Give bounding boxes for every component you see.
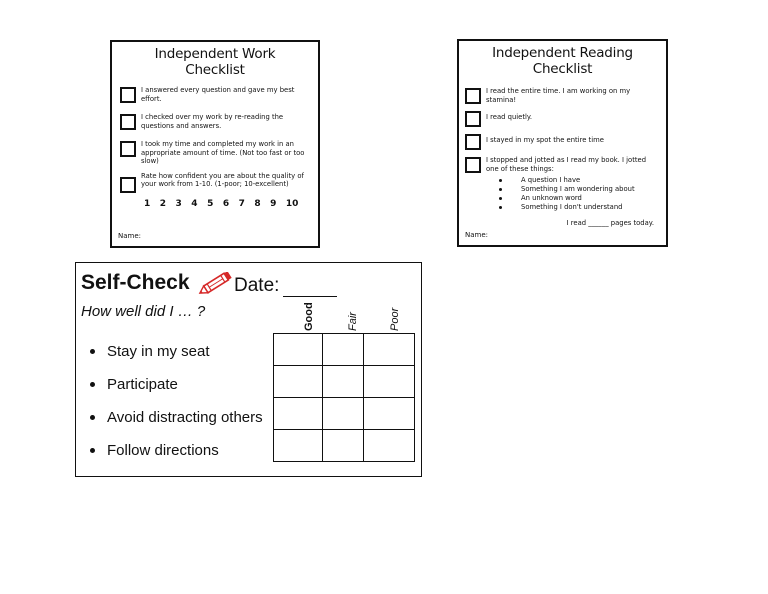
reading-checkbox-2[interactable]	[465, 111, 481, 127]
reading-item-text: I read quietly.	[486, 113, 533, 121]
rating-grid	[273, 333, 415, 462]
reading-card-title	[465, 45, 660, 77]
date-blank[interactable]	[283, 278, 337, 297]
table-row	[274, 334, 415, 366]
rating-cell-poor[interactable]	[364, 430, 415, 462]
rating-cell-good[interactable]	[274, 334, 323, 366]
reading-item	[465, 110, 660, 127]
rating-cell-fair[interactable]	[323, 398, 364, 430]
work-item-text: I took my time and completed my work in an appropriate amount of time. (Not too fast or too slow)	[141, 140, 305, 165]
work-checkbox-4[interactable]	[120, 177, 136, 193]
date-field	[234, 275, 337, 297]
list-item: A question I have	[499, 176, 660, 185]
work-checkbox-1[interactable]	[120, 87, 136, 103]
work-item	[120, 113, 310, 130]
list-item: An unknown word	[499, 194, 660, 203]
reading-checklist-items	[465, 87, 660, 227]
rating-cell-fair[interactable]	[323, 366, 364, 398]
reading-title-line2: Checklist	[532, 61, 593, 77]
reading-bullet-list	[499, 176, 660, 212]
table-row	[274, 366, 415, 398]
behavior-list	[90, 335, 263, 467]
column-label: Good	[303, 302, 315, 331]
behavior-item: Avoid distracting others	[90, 401, 263, 434]
table-row	[274, 430, 415, 462]
reading-item-text: I read the entire time. I am working on my stamina!	[486, 87, 631, 104]
reading-checkbox-1[interactable]	[465, 88, 481, 104]
reading-name-label: Name:	[465, 231, 489, 239]
reading-item	[465, 133, 660, 150]
work-title-line2: Checklist	[185, 62, 245, 78]
pages-read-line: I read ______ pages today.	[566, 219, 654, 227]
reading-item-text: I stayed in my spot the entire time	[486, 136, 604, 144]
column-label: Poor	[389, 307, 401, 331]
scale-option[interactable]: 4	[191, 198, 198, 209]
work-item-text: Rate how confident you are about the quality of your work from 1-10. (1-poor; 10-excellent)	[141, 171, 304, 188]
reading-item	[465, 87, 660, 104]
scale-option[interactable]: 6	[222, 198, 230, 209]
rating-cell-fair[interactable]	[323, 334, 364, 366]
self-check-header	[81, 271, 236, 295]
table-row	[274, 398, 415, 430]
behavior-item: Participate	[90, 368, 263, 401]
behavior-item: Follow directions	[90, 434, 263, 467]
scale-option[interactable]: 2	[159, 198, 167, 209]
confidence-scale	[144, 199, 310, 209]
column-header-poor	[383, 303, 413, 333]
rating-cell-poor[interactable]	[364, 334, 415, 366]
scale-option[interactable]: 5	[207, 198, 214, 209]
work-card-title	[120, 46, 310, 78]
reading-checkbox-4[interactable]	[465, 157, 481, 173]
date-label: Date:	[234, 275, 280, 296]
reading-checkbox-3[interactable]	[465, 134, 481, 150]
work-item	[120, 140, 310, 166]
reading-title-line1: Independent Reading	[492, 45, 633, 61]
column-header-fair	[341, 303, 371, 333]
scale-option[interactable]: 1	[144, 198, 151, 209]
scale-option[interactable]: 3	[175, 198, 182, 209]
work-title-line1: Independent Work	[154, 46, 276, 62]
work-item	[120, 86, 310, 103]
self-check-title: Self-Check	[81, 271, 190, 294]
work-name-label: Name:	[118, 232, 142, 240]
column-label: Fair	[347, 312, 359, 331]
rating-cell-poor[interactable]	[364, 398, 415, 430]
rating-cell-good[interactable]	[274, 366, 323, 398]
scale-option[interactable]: 9	[270, 198, 277, 209]
column-header-good	[297, 303, 327, 333]
work-checklist-items	[120, 86, 310, 193]
list-item: Something I am wondering about	[499, 185, 660, 194]
work-item	[120, 172, 310, 193]
work-checkbox-3[interactable]	[120, 141, 136, 157]
rating-cell-good[interactable]	[274, 398, 323, 430]
rating-cell-good[interactable]	[274, 430, 323, 462]
self-check-card	[75, 262, 422, 477]
behavior-item: Stay in my seat	[90, 335, 263, 368]
pencil-icon	[196, 272, 236, 294]
work-item-text: I answered every question and gave my best effort.	[141, 86, 295, 103]
list-item: Something I don't understand	[499, 203, 660, 212]
rating-cell-fair[interactable]	[323, 430, 364, 462]
reading-item	[465, 156, 660, 173]
work-item-text: I checked over my work by re-reading the questions and answers.	[141, 113, 284, 130]
independent-work-card	[110, 40, 320, 248]
self-check-question: How well did I … ?	[81, 303, 206, 320]
reading-item-text: I stopped and jotted as I read my book. I jotted one of these things:	[486, 156, 647, 173]
independent-reading-card	[457, 39, 668, 247]
rating-cell-poor[interactable]	[364, 366, 415, 398]
scale-option[interactable]: 7	[238, 198, 245, 209]
scale-option[interactable]: 10	[285, 198, 299, 209]
scale-option[interactable]: 8	[254, 198, 261, 209]
work-checkbox-2[interactable]	[120, 114, 136, 130]
